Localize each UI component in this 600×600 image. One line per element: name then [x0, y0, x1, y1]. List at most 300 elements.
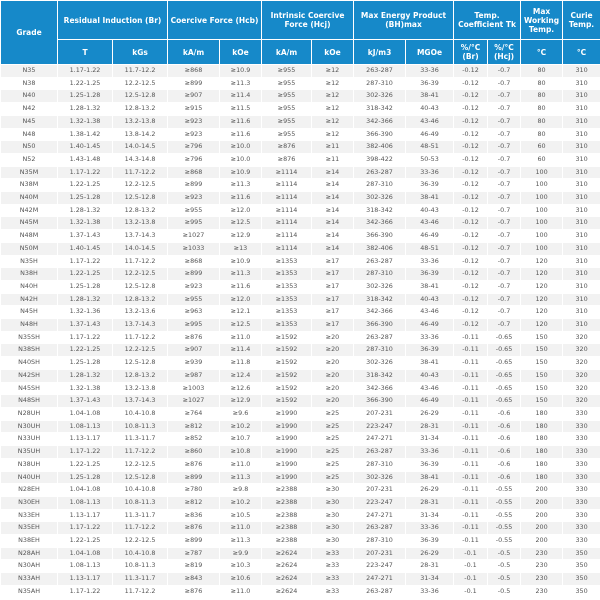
table-cell: 12.2-12.5 — [113, 268, 168, 281]
table-cell: 11.7-12.2 — [113, 522, 168, 535]
table-cell: ≥14 — [312, 242, 354, 255]
grade-cell: N40H — [1, 280, 58, 293]
table-cell: ≥796 — [168, 141, 220, 154]
table-row — [1, 344, 600, 357]
table-row — [1, 535, 600, 548]
table-header — [1, 1, 600, 65]
table-cell: ≥12.5 — [220, 319, 262, 332]
table-cell: 60 — [521, 153, 563, 166]
grade-cell: N35SH — [1, 331, 58, 344]
table-row — [1, 141, 600, 154]
table-cell: ≥10.0 — [220, 141, 262, 154]
table-cell: 31-34 — [406, 509, 454, 522]
table-cell: 330 — [563, 496, 600, 509]
table-cell: ≥11.6 — [220, 192, 262, 205]
table-cell: ≥2388 — [262, 509, 312, 522]
table-row — [1, 357, 600, 370]
table-cell: ≥25 — [312, 433, 354, 446]
header-max-working-temp: Max Working Temp. — [521, 1, 563, 40]
table-cell: -0.5 — [488, 560, 521, 573]
table-row — [1, 217, 600, 230]
table-cell: 1.37-1.43 — [58, 230, 113, 243]
table-cell: ≥876 — [262, 153, 312, 166]
grade-cell: N38 — [1, 77, 58, 90]
header-row-units — [1, 40, 600, 65]
table-cell: 350 — [563, 573, 600, 586]
table-cell: ≥1592 — [262, 369, 312, 382]
table-cell: ≥20 — [312, 369, 354, 382]
table-cell: 310 — [563, 280, 600, 293]
unit-header: °C — [563, 40, 600, 65]
table-cell: 100 — [521, 179, 563, 192]
table-cell: 1.32-1.36 — [58, 306, 113, 319]
table-cell: ≥812 — [168, 420, 220, 433]
table-cell: ≥1592 — [262, 344, 312, 357]
unit-header: T — [58, 40, 113, 65]
grade-cell: N28AH — [1, 547, 58, 560]
table-cell: -0.7 — [488, 115, 521, 128]
table-cell: ≥9.9 — [220, 547, 262, 560]
table-cell: -0.7 — [488, 255, 521, 268]
table-cell: ≥17 — [312, 319, 354, 332]
table-cell: ≥12.0 — [220, 204, 262, 217]
table-cell: ≥33 — [312, 560, 354, 573]
table-cell: 263-287 — [354, 522, 406, 535]
header-temp-coefficient: Temp. Coefficient Tk — [454, 1, 521, 40]
table-cell: ≥1027 — [168, 395, 220, 408]
table-cell: 230 — [521, 560, 563, 573]
table-cell: 80 — [521, 115, 563, 128]
table-cell: ≥1353 — [262, 268, 312, 281]
table-cell: 120 — [521, 268, 563, 281]
table-cell: ≥14 — [312, 179, 354, 192]
table-cell: -0.65 — [488, 331, 521, 344]
table-cell: ≥955 — [168, 293, 220, 306]
table-cell: ≥1114 — [262, 204, 312, 217]
table-cell: ≥1592 — [262, 395, 312, 408]
table-cell: 180 — [521, 471, 563, 484]
table-cell: 1.17-1.22 — [58, 166, 113, 179]
table-cell: 150 — [521, 369, 563, 382]
table-cell: -0.6 — [488, 420, 521, 433]
table-cell: 302-326 — [354, 357, 406, 370]
table-cell: 33-36 — [406, 255, 454, 268]
table-cell: 1.17-1.22 — [58, 585, 113, 598]
table-cell: ≥11.3 — [220, 535, 262, 548]
table-cell: -0.12 — [454, 268, 488, 281]
table-cell: ≥995 — [168, 217, 220, 230]
table-cell: ≥852 — [168, 433, 220, 446]
grade-cell: N35AH — [1, 585, 58, 598]
table-cell: -0.7 — [488, 293, 521, 306]
table-cell: ≥17 — [312, 255, 354, 268]
table-cell: 1.04-1.08 — [58, 547, 113, 560]
table-cell: 14.3-14.8 — [113, 153, 168, 166]
table-cell: -0.11 — [454, 407, 488, 420]
table-cell: 310 — [563, 255, 600, 268]
table-cell: 26-29 — [406, 407, 454, 420]
table-cell: 36-39 — [406, 535, 454, 548]
table-cell: 302-326 — [354, 471, 406, 484]
table-row — [1, 280, 600, 293]
table-cell: 342-366 — [354, 115, 406, 128]
table-cell: 223-247 — [354, 496, 406, 509]
table-cell: 287-310 — [354, 535, 406, 548]
table-cell: -0.11 — [454, 458, 488, 471]
table-cell: 318-342 — [354, 369, 406, 382]
table-cell: ≥899 — [168, 535, 220, 548]
table-cell: 13.2-13.6 — [113, 306, 168, 319]
table-cell: ≥812 — [168, 496, 220, 509]
table-cell: -0.6 — [488, 446, 521, 459]
table-cell: 310 — [563, 103, 600, 116]
grade-cell: N45M — [1, 217, 58, 230]
table-cell: 1.22-1.25 — [58, 77, 113, 90]
grade-cell: N48M — [1, 230, 58, 243]
table-cell: ≥1990 — [262, 471, 312, 484]
table-cell: ≥1114 — [262, 242, 312, 255]
table-cell: 31-34 — [406, 573, 454, 586]
table-cell: ≥12.5 — [220, 217, 262, 230]
table-cell: 320 — [563, 382, 600, 395]
table-cell: -0.1 — [454, 585, 488, 598]
table-cell: ≥30 — [312, 496, 354, 509]
table-cell: 11.7-12.2 — [113, 585, 168, 598]
table-cell: 12.2-12.5 — [113, 458, 168, 471]
grade-cell: N33UH — [1, 433, 58, 446]
table-cell: ≥33 — [312, 585, 354, 598]
grade-cell: N40SH — [1, 357, 58, 370]
table-cell: 310 — [563, 166, 600, 179]
table-row — [1, 471, 600, 484]
table-cell: 46-49 — [406, 319, 454, 332]
table-cell: ≥1114 — [262, 217, 312, 230]
grade-cell: N28EH — [1, 484, 58, 497]
table-cell: 46-49 — [406, 128, 454, 141]
table-cell: 223-247 — [354, 560, 406, 573]
table-cell: -0.12 — [454, 255, 488, 268]
table-cell: ≥13 — [220, 242, 262, 255]
table-cell: ≥868 — [168, 255, 220, 268]
table-cell: 40-43 — [406, 103, 454, 116]
grade-cell: N45 — [1, 115, 58, 128]
table-cell: 26-29 — [406, 547, 454, 560]
table-cell: 366-390 — [354, 128, 406, 141]
header-residual-induction: Residual Induction (Br) — [58, 1, 168, 40]
table-cell: 230 — [521, 573, 563, 586]
table-cell: ≥25 — [312, 471, 354, 484]
table-cell: 150 — [521, 382, 563, 395]
table-cell: -0.6 — [488, 407, 521, 420]
table-cell: 310 — [563, 115, 600, 128]
table-cell: -0.65 — [488, 395, 521, 408]
table-cell: 330 — [563, 446, 600, 459]
table-cell: ≥1353 — [262, 255, 312, 268]
header-max-energy-product: Max Energy Product (BH)max — [354, 1, 454, 40]
table-cell: 180 — [521, 420, 563, 433]
table-cell: ≥11 — [312, 141, 354, 154]
table-cell: -0.7 — [488, 319, 521, 332]
table-cell: ≥1353 — [262, 280, 312, 293]
table-cell: 287-310 — [354, 179, 406, 192]
grade-cell: N30AH — [1, 560, 58, 573]
table-cell: 36-39 — [406, 179, 454, 192]
unit-header: kJ/m3 — [354, 40, 406, 65]
table-cell: 33-36 — [406, 65, 454, 78]
table-cell: -0.11 — [454, 522, 488, 535]
table-cell: 120 — [521, 293, 563, 306]
table-cell: -0.11 — [454, 357, 488, 370]
table-cell: -0.11 — [454, 331, 488, 344]
table-cell: -0.65 — [488, 382, 521, 395]
table-cell: ≥2624 — [262, 560, 312, 573]
table-cell: ≥955 — [262, 65, 312, 78]
table-cell: 200 — [521, 522, 563, 535]
grade-cell: N40 — [1, 90, 58, 103]
table-cell: 382-406 — [354, 141, 406, 154]
table-cell: -0.7 — [488, 90, 521, 103]
table-cell: 320 — [563, 395, 600, 408]
table-cell: ≥20 — [312, 357, 354, 370]
table-cell: -0.55 — [488, 509, 521, 522]
table-cell: 302-326 — [354, 280, 406, 293]
table-cell: ≥17 — [312, 306, 354, 319]
table-cell: ≥14 — [312, 204, 354, 217]
table-cell: -0.5 — [488, 573, 521, 586]
grade-cell: N33AH — [1, 573, 58, 586]
table-cell: 180 — [521, 407, 563, 420]
table-cell: 80 — [521, 65, 563, 78]
table-cell: 12.5-12.8 — [113, 471, 168, 484]
table-cell: 43-46 — [406, 306, 454, 319]
table-row — [1, 230, 600, 243]
table-cell: -0.7 — [488, 204, 521, 217]
table-cell: 310 — [563, 204, 600, 217]
unit-header: °C — [521, 40, 563, 65]
table-cell: 310 — [563, 65, 600, 78]
table-cell: ≥876 — [168, 331, 220, 344]
table-cell: 13.7-14.3 — [113, 395, 168, 408]
table-cell: ≥1114 — [262, 166, 312, 179]
table-cell: 11.7-12.2 — [113, 446, 168, 459]
table-cell: -0.11 — [454, 446, 488, 459]
table-cell: 33-36 — [406, 331, 454, 344]
table-cell: -0.55 — [488, 535, 521, 548]
grade-cell: N35EH — [1, 522, 58, 535]
table-cell: ≥11.0 — [220, 585, 262, 598]
table-cell: -0.11 — [454, 509, 488, 522]
table-cell: 1.17-1.22 — [58, 331, 113, 344]
table-cell: 11.7-12.2 — [113, 331, 168, 344]
table-cell: 10.8-11.3 — [113, 420, 168, 433]
table-cell: ≥17 — [312, 293, 354, 306]
table-cell: 1.17-1.22 — [58, 446, 113, 459]
table-row — [1, 90, 600, 103]
table-cell: ≥20 — [312, 344, 354, 357]
table-cell: -0.7 — [488, 230, 521, 243]
table-row — [1, 179, 600, 192]
table-cell: -0.11 — [454, 496, 488, 509]
table-cell: ≥10.9 — [220, 65, 262, 78]
table-cell: 330 — [563, 458, 600, 471]
table-cell: ≥12.9 — [220, 230, 262, 243]
table-cell: -0.7 — [488, 268, 521, 281]
table-row — [1, 103, 600, 116]
table-cell: ≥2388 — [262, 522, 312, 535]
table-cell: ≥1990 — [262, 433, 312, 446]
table-cell: ≥876 — [168, 522, 220, 535]
table-cell: -0.12 — [454, 128, 488, 141]
table-cell: ≥907 — [168, 90, 220, 103]
grade-cell: N33EH — [1, 509, 58, 522]
table-cell: ≥9.6 — [220, 407, 262, 420]
table-cell: 43-46 — [406, 217, 454, 230]
table-cell: -0.7 — [488, 306, 521, 319]
table-cell: ≥11.0 — [220, 522, 262, 535]
table-row — [1, 268, 600, 281]
table-cell: ≥899 — [168, 179, 220, 192]
table-cell: 10.8-11.3 — [113, 496, 168, 509]
table-cell: 287-310 — [354, 344, 406, 357]
table-row — [1, 242, 600, 255]
table-cell: ≥12.6 — [220, 382, 262, 395]
table-cell: -0.12 — [454, 192, 488, 205]
table-cell: 12.2-12.5 — [113, 535, 168, 548]
table-cell: ≥1114 — [262, 230, 312, 243]
grade-cell: N52 — [1, 153, 58, 166]
table-cell: -0.65 — [488, 344, 521, 357]
table-cell: 318-342 — [354, 103, 406, 116]
table-cell: 1.25-1.28 — [58, 192, 113, 205]
table-cell: ≥10.7 — [220, 433, 262, 446]
table-cell: 11.3-11.7 — [113, 573, 168, 586]
table-cell: 1.22-1.25 — [58, 179, 113, 192]
header-row-groups — [1, 1, 600, 40]
table-cell: 38-41 — [406, 357, 454, 370]
grade-cell: N38SH — [1, 344, 58, 357]
table-cell: 12.2-12.5 — [113, 344, 168, 357]
table-cell: 180 — [521, 433, 563, 446]
table-cell: ≥2388 — [262, 484, 312, 497]
table-cell: 310 — [563, 90, 600, 103]
table-cell: -0.1 — [454, 547, 488, 560]
table-cell: -0.12 — [454, 242, 488, 255]
grade-cell: N45SH — [1, 382, 58, 395]
table-cell: ≥955 — [262, 128, 312, 141]
table-cell: 1.38-1.42 — [58, 128, 113, 141]
table-cell: 150 — [521, 357, 563, 370]
table-cell: 207-231 — [354, 407, 406, 420]
table-cell: ≥955 — [262, 90, 312, 103]
table-cell: 310 — [563, 306, 600, 319]
table-cell: 14.0-14.5 — [113, 242, 168, 255]
table-cell: 43-46 — [406, 115, 454, 128]
table-row — [1, 115, 600, 128]
table-cell: -0.7 — [488, 103, 521, 116]
table-cell: ≥10.3 — [220, 560, 262, 573]
table-cell: 100 — [521, 242, 563, 255]
table-cell: -0.7 — [488, 128, 521, 141]
grade-cell: N40UH — [1, 471, 58, 484]
table-cell: 13.2-13.8 — [113, 382, 168, 395]
table-cell: 263-287 — [354, 446, 406, 459]
grade-cell: N40M — [1, 192, 58, 205]
table-cell: -0.7 — [488, 280, 521, 293]
table-row — [1, 77, 600, 90]
table-body — [1, 65, 600, 599]
grade-cell: N28UH — [1, 407, 58, 420]
table-row — [1, 395, 600, 408]
table-cell: 48-51 — [406, 242, 454, 255]
table-cell: ≥10.5 — [220, 509, 262, 522]
table-row — [1, 153, 600, 166]
table-cell: ≥12 — [312, 103, 354, 116]
table-cell: 263-287 — [354, 331, 406, 344]
table-cell: -0.7 — [488, 192, 521, 205]
table-cell: ≥11.0 — [220, 331, 262, 344]
table-cell: ≥30 — [312, 484, 354, 497]
table-cell: ≥25 — [312, 407, 354, 420]
table-cell: ≥923 — [168, 128, 220, 141]
table-cell: 330 — [563, 420, 600, 433]
table-cell: 330 — [563, 509, 600, 522]
table-cell: 287-310 — [354, 458, 406, 471]
table-cell: 10.4-10.8 — [113, 407, 168, 420]
table-cell: -0.6 — [488, 458, 521, 471]
table-cell: 12.8-13.2 — [113, 369, 168, 382]
table-cell: 100 — [521, 217, 563, 230]
table-cell: 120 — [521, 280, 563, 293]
table-cell: ≥11.8 — [220, 357, 262, 370]
table-cell: 12.2-12.5 — [113, 77, 168, 90]
table-cell: 13.7-14.3 — [113, 319, 168, 332]
table-cell: ≥899 — [168, 268, 220, 281]
table-row — [1, 509, 600, 522]
table-cell: 310 — [563, 179, 600, 192]
table-cell: 13.2-13.8 — [113, 217, 168, 230]
table-cell: 263-287 — [354, 585, 406, 598]
table-cell: 48-51 — [406, 141, 454, 154]
table-cell: 150 — [521, 331, 563, 344]
table-cell: -0.6 — [488, 471, 521, 484]
table-cell: 38-41 — [406, 192, 454, 205]
table-cell: ≥1990 — [262, 407, 312, 420]
table-cell: ≥12.0 — [220, 293, 262, 306]
grade-cell: N30UH — [1, 420, 58, 433]
table-cell: -0.6 — [488, 433, 521, 446]
table-cell: 100 — [521, 230, 563, 243]
table-cell: ≥11.3 — [220, 268, 262, 281]
table-cell: -0.12 — [454, 65, 488, 78]
table-cell: 80 — [521, 77, 563, 90]
table-cell: -0.7 — [488, 65, 521, 78]
table-cell: 1.17-1.22 — [58, 522, 113, 535]
table-cell: 1.28-1.32 — [58, 204, 113, 217]
table-row — [1, 547, 600, 560]
table-cell: 207-231 — [354, 547, 406, 560]
table-cell: -0.11 — [454, 471, 488, 484]
grade-cell: N50M — [1, 242, 58, 255]
table-cell: 1.08-1.13 — [58, 560, 113, 573]
table-cell: ≥11 — [312, 153, 354, 166]
table-cell: -0.12 — [454, 153, 488, 166]
header-curie-temp: Curie Temp. — [563, 1, 600, 40]
table-row — [1, 204, 600, 217]
table-cell: 1.13-1.17 — [58, 433, 113, 446]
header-grade: Grade — [1, 1, 58, 65]
table-cell: 330 — [563, 535, 600, 548]
table-cell: -0.5 — [488, 547, 521, 560]
